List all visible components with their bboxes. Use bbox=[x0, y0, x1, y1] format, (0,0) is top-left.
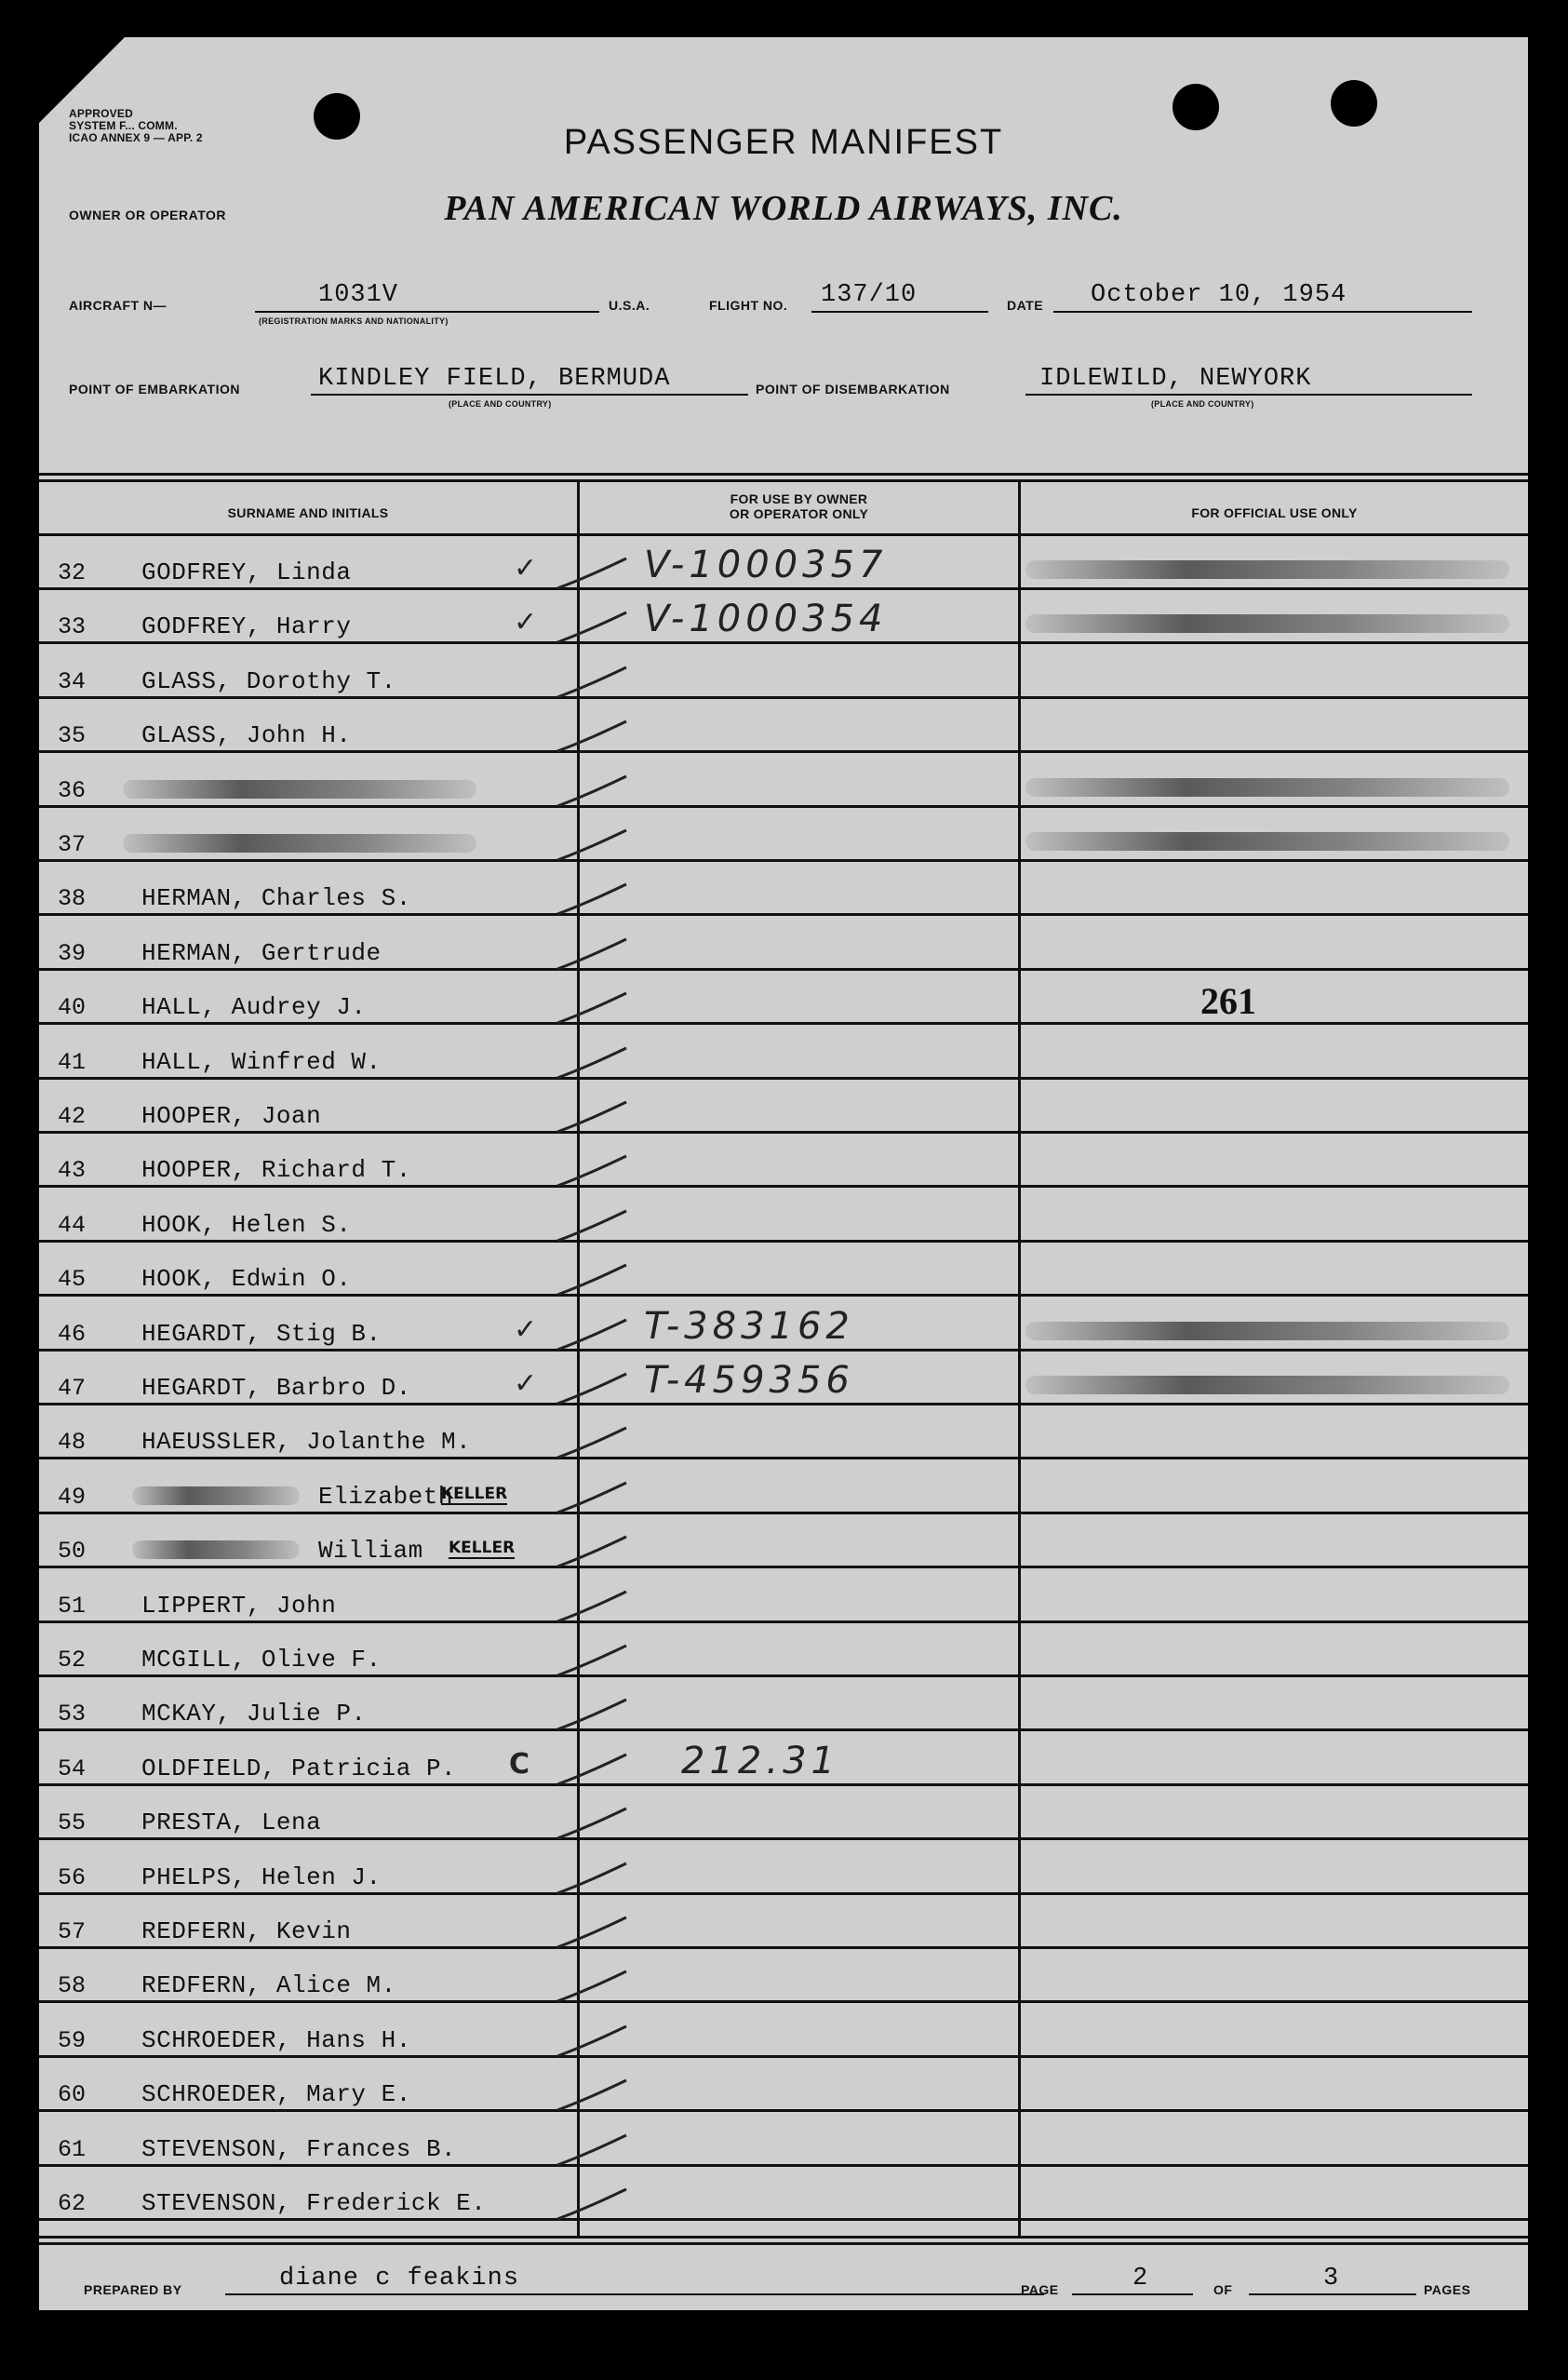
row-number: 58 bbox=[58, 1972, 87, 2000]
tick-stroke bbox=[556, 1856, 630, 1901]
table-row bbox=[39, 808, 1528, 862]
flight-underline bbox=[811, 311, 988, 313]
row-number: 53 bbox=[58, 1701, 87, 1728]
prepared-by-label: PREPARED BY bbox=[84, 2282, 182, 2297]
row-number: 32 bbox=[58, 559, 87, 586]
passenger-name: HERMAN, Charles S. bbox=[141, 884, 411, 913]
tick-stroke bbox=[556, 1149, 630, 1193]
tick-stroke bbox=[556, 1203, 630, 1248]
page-underline bbox=[1072, 2293, 1193, 2295]
stamp-line: APPROVED bbox=[69, 107, 133, 120]
handwritten-surname: KELLER bbox=[441, 1484, 508, 1503]
redacted-official-smear bbox=[1025, 1322, 1509, 1340]
row-number: 59 bbox=[58, 2026, 87, 2054]
passenger-name: LIPPERT, John bbox=[141, 1591, 337, 1620]
stamp-line: SYSTEM F... COMM. bbox=[69, 119, 178, 132]
row-number: 60 bbox=[58, 2081, 87, 2109]
of-label: OF bbox=[1213, 2282, 1233, 2297]
disembarkation-underline bbox=[1025, 394, 1472, 396]
embarkation-sublabel: (PLACE AND COUNTRY) bbox=[449, 399, 552, 409]
official-note: 261 bbox=[1200, 980, 1256, 1023]
owner-note: T-383162 bbox=[644, 1304, 854, 1348]
row-number: 38 bbox=[58, 885, 87, 913]
embarkation-label: POINT OF EMBARKATION bbox=[69, 382, 240, 397]
punch-hole-right bbox=[1331, 80, 1377, 127]
tick-stroke bbox=[556, 1475, 630, 1520]
redacted-name-smear bbox=[123, 780, 476, 799]
column-header-owner: FOR USE BY OWNER OR OPERATOR ONLY bbox=[729, 491, 869, 521]
tick-stroke bbox=[556, 1692, 630, 1737]
table-row bbox=[39, 971, 1528, 1025]
aircraft-underline bbox=[255, 311, 599, 313]
date-label: DATE bbox=[1007, 298, 1044, 313]
passenger-name: HEGARDT, Barbro D. bbox=[141, 1374, 411, 1402]
prepared-underline bbox=[225, 2293, 1044, 2295]
table-row bbox=[39, 1243, 1528, 1297]
disembarkation-label: POINT OF DISEMBARKATION bbox=[756, 382, 950, 397]
disembarkation-sublabel: (PLACE AND COUNTRY) bbox=[1151, 399, 1254, 409]
table-bottom-rule bbox=[39, 2236, 1528, 2239]
passenger-name: SCHROEDER, Hans H. bbox=[141, 2025, 411, 2054]
table-row bbox=[39, 1351, 1528, 1405]
redacted-official-smear bbox=[1025, 560, 1509, 579]
passenger-name: GLASS, Dorothy T. bbox=[141, 666, 396, 695]
row-number: 43 bbox=[58, 1157, 87, 1185]
company-name: PAN AMERICAN WORLD AIRWAYS, INC. bbox=[444, 189, 1123, 228]
table-row bbox=[39, 1080, 1528, 1134]
row-number: 41 bbox=[58, 1048, 87, 1076]
page-title: PASSENGER MANIFEST bbox=[563, 123, 1004, 162]
passenger-name: STEVENSON, Frederick E. bbox=[141, 2189, 487, 2217]
row-number: 55 bbox=[58, 1809, 87, 1837]
row-rule bbox=[39, 2218, 1528, 2221]
check-mark: ✓ bbox=[514, 1367, 538, 1400]
passenger-name: OLDFIELD, Patricia P. bbox=[141, 1754, 457, 1782]
table-row bbox=[39, 1189, 1528, 1243]
aircraft-label: AIRCRAFT N— bbox=[69, 298, 168, 313]
handwritten-surname: KELLER bbox=[449, 1539, 516, 1558]
tick-stroke bbox=[556, 1747, 630, 1792]
total-underline bbox=[1249, 2293, 1416, 2295]
tick-stroke bbox=[556, 2073, 630, 2118]
aircraft-sublabel: (REGISTRATION MARKS AND NATIONALITY) bbox=[259, 316, 449, 326]
usa-label: U.S.A. bbox=[609, 298, 650, 313]
table-row bbox=[39, 1732, 1528, 1786]
pages-label: PAGES bbox=[1424, 2282, 1471, 2297]
passenger-name: HEGARDT, Stig B. bbox=[141, 1319, 382, 1348]
redacted-surname-smear bbox=[132, 1486, 300, 1505]
tick-stroke bbox=[556, 986, 630, 1030]
passenger-name: GODFREY, Linda bbox=[141, 558, 352, 586]
embarkation-value: KINDLEY FIELD, BERMUDA bbox=[318, 365, 671, 393]
table-bottom-rule-2 bbox=[39, 2242, 1528, 2245]
tick-stroke bbox=[556, 1312, 630, 1357]
table-row bbox=[39, 1677, 1528, 1731]
redacted-surname-smear bbox=[132, 1540, 300, 1559]
embarkation-underline bbox=[311, 394, 748, 396]
redacted-official-smear bbox=[1025, 1376, 1509, 1394]
row-number: 42 bbox=[58, 1103, 87, 1130]
row-number: 47 bbox=[58, 1375, 87, 1402]
tick-stroke bbox=[556, 1095, 630, 1139]
tick-stroke bbox=[556, 714, 630, 759]
passenger-name: REDFERN, Alice M. bbox=[141, 1971, 396, 2000]
tick-stroke bbox=[556, 1529, 630, 1574]
date-value: October 10, 1954 bbox=[1091, 281, 1347, 309]
passenger-name: STEVENSON, Frances B. bbox=[141, 2134, 457, 2163]
row-number: 51 bbox=[58, 1592, 87, 1620]
table-row bbox=[39, 699, 1528, 753]
row-number: 45 bbox=[58, 1266, 87, 1294]
passenger-name: MCKAY, Julie P. bbox=[141, 1700, 367, 1728]
row-number: 44 bbox=[58, 1211, 87, 1239]
tick-stroke bbox=[556, 1366, 630, 1411]
table-row bbox=[39, 2058, 1528, 2112]
owner-note: T-459356 bbox=[644, 1359, 854, 1402]
passenger-name: HERMAN, Gertrude bbox=[141, 938, 382, 967]
passenger-name: PHELPS, Helen J. bbox=[141, 1862, 382, 1891]
row-number: 36 bbox=[58, 776, 87, 804]
table-row bbox=[39, 1298, 1528, 1351]
table-row bbox=[39, 2167, 1528, 2221]
passenger-name: SCHROEDER, Mary E. bbox=[141, 2080, 411, 2109]
passenger-name: HAEUSSLER, Jolanthe M. bbox=[141, 1428, 472, 1457]
check-mark: ✓ bbox=[514, 552, 538, 585]
table-row bbox=[39, 590, 1528, 644]
table-row bbox=[39, 1514, 1528, 1568]
tick-stroke bbox=[556, 1584, 630, 1629]
passenger-name: HALL, Audrey J. bbox=[141, 993, 367, 1022]
table-row bbox=[39, 2113, 1528, 2167]
column-header-name: SURNAME AND INITIALS bbox=[227, 505, 389, 520]
table-row bbox=[39, 1569, 1528, 1623]
table-row bbox=[39, 1895, 1528, 1949]
table-row bbox=[39, 1841, 1528, 1895]
tick-stroke bbox=[556, 551, 630, 596]
redacted-official-smear bbox=[1025, 832, 1509, 851]
passenger-name: GLASS, John H. bbox=[141, 721, 352, 750]
row-number: 49 bbox=[58, 1483, 87, 1511]
table-row bbox=[39, 1026, 1528, 1080]
owner-note: 212.31 bbox=[681, 1739, 839, 1782]
passenger-name: MCGILL, Olive F. bbox=[141, 1646, 382, 1674]
column-header-official: FOR OFFICIAL USE ONLY bbox=[1191, 505, 1358, 520]
table-row bbox=[39, 917, 1528, 971]
table-row bbox=[39, 862, 1528, 916]
row-number: 62 bbox=[58, 2190, 87, 2217]
tick-stroke bbox=[556, 2019, 630, 2064]
row-number: 33 bbox=[58, 613, 87, 641]
passenger-name: HALL, Winfred W. bbox=[141, 1047, 382, 1076]
row-number: 40 bbox=[58, 994, 87, 1022]
owner-label: OWNER OR OPERATOR bbox=[69, 208, 226, 222]
page-label: PAGE bbox=[1021, 2282, 1059, 2297]
row-number: 54 bbox=[58, 1755, 87, 1782]
row-number: 46 bbox=[58, 1320, 87, 1348]
tick-stroke bbox=[556, 1420, 630, 1465]
passenger-name: REDFERN, Kevin bbox=[141, 1917, 352, 1945]
passenger-name: GODFREY, Harry bbox=[141, 612, 352, 641]
passenger-name: HOOPER, Richard T. bbox=[141, 1156, 411, 1185]
row-number: 37 bbox=[58, 831, 87, 858]
tick-stroke bbox=[556, 2128, 630, 2172]
manifest-page bbox=[39, 37, 1528, 2310]
tick-stroke bbox=[556, 2182, 630, 2226]
owner-note: V-1000357 bbox=[644, 544, 888, 586]
row-number: 57 bbox=[58, 1918, 87, 1945]
row-number: 34 bbox=[58, 667, 87, 695]
tick-stroke bbox=[556, 1638, 630, 1683]
tick-stroke bbox=[556, 823, 630, 867]
prepared-by-value: diane c feakins bbox=[279, 2265, 520, 2293]
date-underline bbox=[1053, 311, 1472, 313]
table-row bbox=[39, 1949, 1528, 2003]
passenger-name: HOOK, Edwin O. bbox=[141, 1265, 352, 1294]
table-row bbox=[39, 2004, 1528, 2058]
table-row bbox=[39, 645, 1528, 699]
table-row bbox=[39, 1786, 1528, 1840]
redacted-official-smear bbox=[1025, 614, 1509, 633]
row-number: 56 bbox=[58, 1863, 87, 1891]
table-row bbox=[39, 536, 1528, 590]
tick-stroke bbox=[556, 932, 630, 976]
passenger-name: Elizabeth bbox=[318, 1482, 453, 1511]
tick-stroke bbox=[556, 1964, 630, 2009]
aircraft-value: 1031V bbox=[318, 281, 399, 309]
redacted-name-smear bbox=[123, 834, 476, 853]
table-row bbox=[39, 754, 1528, 808]
tick-stroke bbox=[556, 605, 630, 650]
row-number: 50 bbox=[58, 1538, 87, 1566]
check-mark: C bbox=[509, 1747, 530, 1781]
row-number: 48 bbox=[58, 1429, 87, 1457]
flight-value: 137/10 bbox=[821, 281, 918, 309]
flight-label: FLIGHT NO. bbox=[709, 298, 788, 313]
row-number: 61 bbox=[58, 2135, 87, 2163]
total-pages: 3 bbox=[1323, 2265, 1340, 2293]
redacted-official-smear bbox=[1025, 778, 1509, 797]
row-number: 39 bbox=[58, 939, 87, 967]
table-top-rule bbox=[39, 473, 1528, 476]
tick-stroke bbox=[556, 1801, 630, 1846]
tick-stroke bbox=[556, 1257, 630, 1302]
row-number: 52 bbox=[58, 1647, 87, 1674]
table-row bbox=[39, 1405, 1528, 1459]
passenger-name: PRESTA, Lena bbox=[141, 1809, 322, 1837]
tick-stroke bbox=[556, 769, 630, 814]
passenger-name: William bbox=[318, 1537, 423, 1566]
passenger-name: HOOPER, Joan bbox=[141, 1102, 322, 1130]
check-mark: ✓ bbox=[514, 606, 538, 639]
stamp-line: ICAO ANNEX 9 — APP. 2 bbox=[69, 131, 203, 144]
disembarkation-value: IDLEWILD, NEWYORK bbox=[1039, 365, 1312, 393]
passenger-name: HOOK, Helen S. bbox=[141, 1210, 352, 1239]
tick-stroke bbox=[556, 877, 630, 921]
page-number: 2 bbox=[1132, 2265, 1149, 2293]
owner-note: V-1000354 bbox=[644, 598, 888, 641]
table-row bbox=[39, 1460, 1528, 1514]
table-row bbox=[39, 1134, 1528, 1188]
check-mark: ✓ bbox=[514, 1312, 538, 1346]
table-row bbox=[39, 1623, 1528, 1677]
tick-stroke bbox=[556, 660, 630, 705]
tick-stroke bbox=[556, 1910, 630, 1955]
row-number: 35 bbox=[58, 722, 87, 750]
tick-stroke bbox=[556, 1041, 630, 1085]
table-top-rule-2 bbox=[39, 479, 1528, 482]
